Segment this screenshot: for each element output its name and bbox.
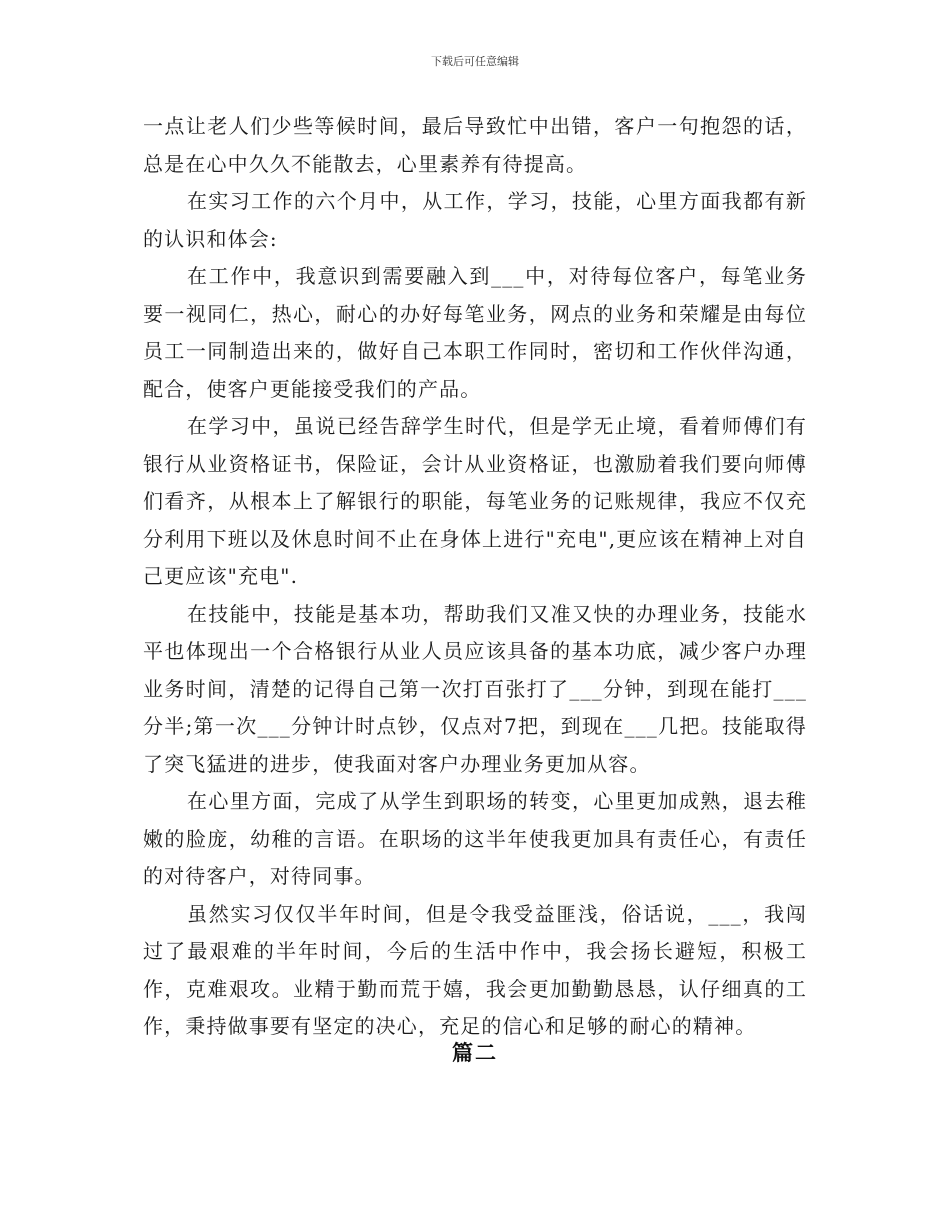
document-body [143,108,807,1046]
page-header: 下载后可任意编辑 [431,55,519,68]
paragraph-conclusion: 虽然实习仅仅半年时间，但是令我受益匪浅，俗话说，___，我闯过了最艰难的半年时间，今后的生活中作中，我会扬长避短，积极工作，克难艰攻。业精于勤而荒于嬉，我会更加勤勤恳恳，认仔细真的工作，秉持做事要有坚定的决心，充足的信心和足够的耐心的精神。 [143,901,807,1038]
paragraph-intro: 在实习工作的六个月中，从工作，学习，技能，心里方面我都有新的认识和体会: [143,189,807,251]
paragraph-work: 在工作中，我意识到需要融入到___中，对待每位客户，每笔业务要一视同仁，热心，耐心的办好每笔业务，网点的业务和荣耀是由每位员工一同制造出来的，做好自己本职工作同时，密切和工作伙伴沟通，配合，使客户更能接受我们的产品。 [143,264,807,401]
paragraph-continuation: 一点让老人们少些等候时间，最后导致忙中出错，客户一句抱怨的话，总是在心中久久不能散去，心里素养有待提高。 [143,114,807,176]
section-title: 篇二 [452,1041,498,1065]
paragraph-mindset: 在心里方面，完成了从学生到职场的转变，心里更加成熟，退去稚嫩的脸庞，幼稚的言语。在职场的这半年使我更加具有责任心，有责任的对待客户，对待同事。 [143,789,807,888]
paragraph-study: 在学习中，虽说已经告辞学生时代，但是学无止境，看着师傅们有银行从业资格证书，保险证，会计从业资格证，也激励着我们要向师傅们看齐，从根本上了解银行的职能，每笔业务的记账规律，我应不仅充分利用下班以及休息时间不止在身体上进行"充电",更应该在精神上对自己更应该"充电". [143,414,807,588]
paragraph-skills: 在技能中，技能是基本功，帮助我们又准又快的办理业务，技能水平也体现出一个合格银行从业人员应该具备的基本功底，减少客户办理业务时间，清楚的记得自己第一次打百张打了___分钟，到现在能打___分半;第一次___分钟计时点钞，仅点对7把，到现在___几把。技能取得了突飞猛进的进步，使我面对客户办理业务更加从容。 [143,601,807,776]
